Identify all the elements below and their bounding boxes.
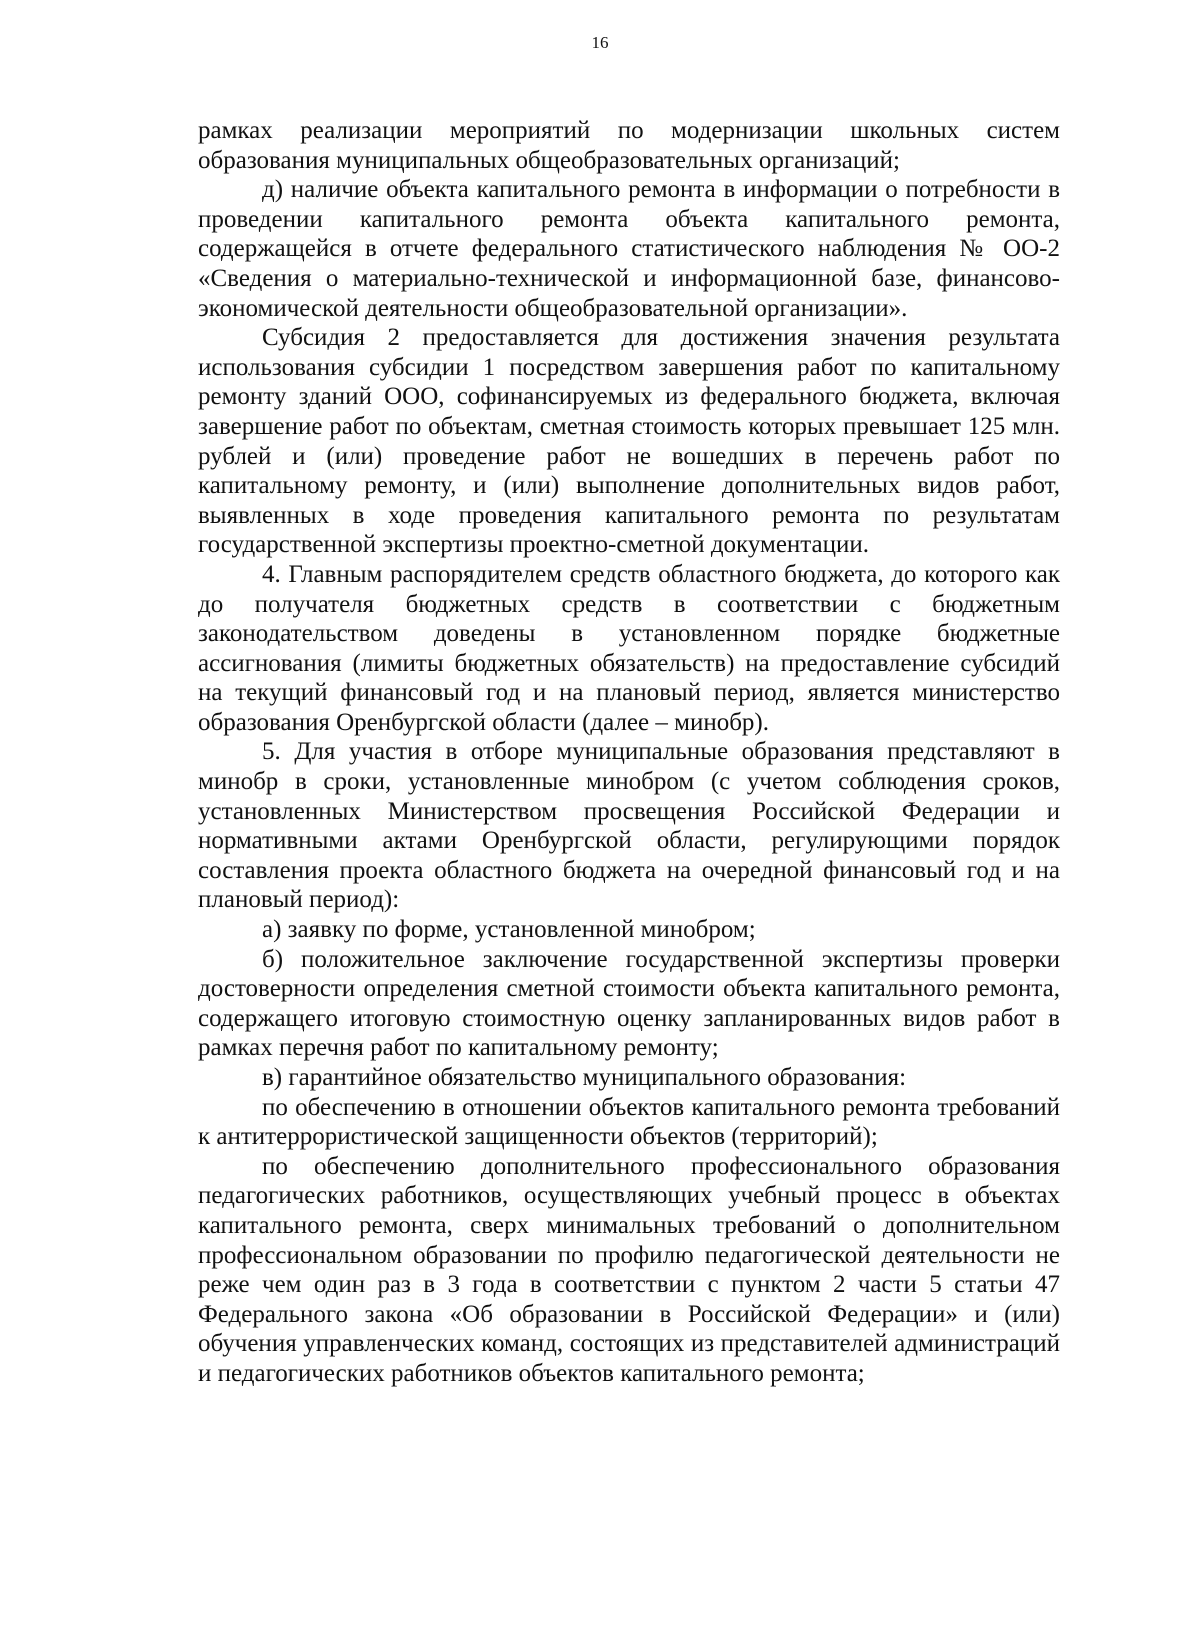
paragraph-antiterror: по обеспечению в отношении объектов капитального ремонта требований к антитеррористической защищенности объектов (территорий); — [198, 1093, 1060, 1151]
document-body — [198, 116, 1060, 1389]
paragraph-section-4: 4. Главным распорядителем средств областного бюджета, до которого как до получателя бюджетных средств в соответствии с бюджетным законодательством доведены в установленном порядке бюджетные ассигнования (лимиты бюджетных обязательств) на предоставление субсидий на текущий финансовый год и на плановый период, является министерство образования Оренбургской области (далее – минобр). — [198, 560, 1060, 736]
page-number: 16 — [591, 33, 609, 52]
paragraph-item-d: д) наличие объекта капитального ремонта в информации о потребности в проведении капитального ремонта объекта капитального ремонта, содержащейся в отчете федерального статистического наблюдения № ОО-2 «Сведения о материально-технической и информационной базе, финансово-экономической деятельности общеобразовательной организации». — [198, 176, 1060, 322]
paragraph-item-a: а) заявку по форме, установленной минобром; — [262, 916, 756, 944]
paragraph-item-b: б) положительное заключение государственной экспертизы проверки достоверности определения сметной стоимости объекта капитального ремонта, содержащего итоговую стоимостную оценку запланированных видов работ в рамках перечня работ по капитальному ремонту; — [198, 945, 1060, 1062]
paragraph-professional-education: по обеспечению дополнительного профессионального образования педагогических работников, осуществляющих учебный процесс в объектах капитального ремонта, сверх минимальных требований о дополнительном профессиональном образовании по профилю педагогической деятельности не реже чем один раз в 3 года в соответствии с пунктом 2 части 5 статьи 47 Федерального закона «Об образовании в Российской Федерации» и (или) обучения управленческих команд, состоящих из представителей администраций и педагогических работников объектов капитального ремонта; — [198, 1152, 1060, 1387]
paragraph-continuation: рамках реализации мероприятий по модернизации школьных систем образования муниципальных общеобразовательных организаций; — [198, 117, 1060, 174]
paragraph-section-5: 5. Для участия в отборе муниципальные образования представляют в минобр в сроки, установленные минобром (с учетом соблюдения сроков, установленных Министерством просвещения Российской Федерации и нормативными актами Оренбургской области, регулирующими порядок составления проекта областного бюджета на очередной финансовый год и на плановый период): — [198, 738, 1060, 914]
paragraph-item-v: в) гарантийное обязательство муниципального образования: — [262, 1064, 907, 1091]
paragraph-subsidy-2: Субсидия 2 предоставляется для достижения значения результата использования субсидии 1 посредством завершения работ по капитальному ремонту зданий ООО, софинансируемых из федерального бюджета, включая завершение работ по объектам, сметная стоимость которых превышает 125 млн. рублей и (или) проведение работ не вошедших в перечень работ по капитальному ремонту, и (или) выполнение дополнительных видов работ, выявленных в ходе проведения капитального ремонта по результатам государственной экспертизы проектно-сметной документации. — [198, 324, 1060, 559]
